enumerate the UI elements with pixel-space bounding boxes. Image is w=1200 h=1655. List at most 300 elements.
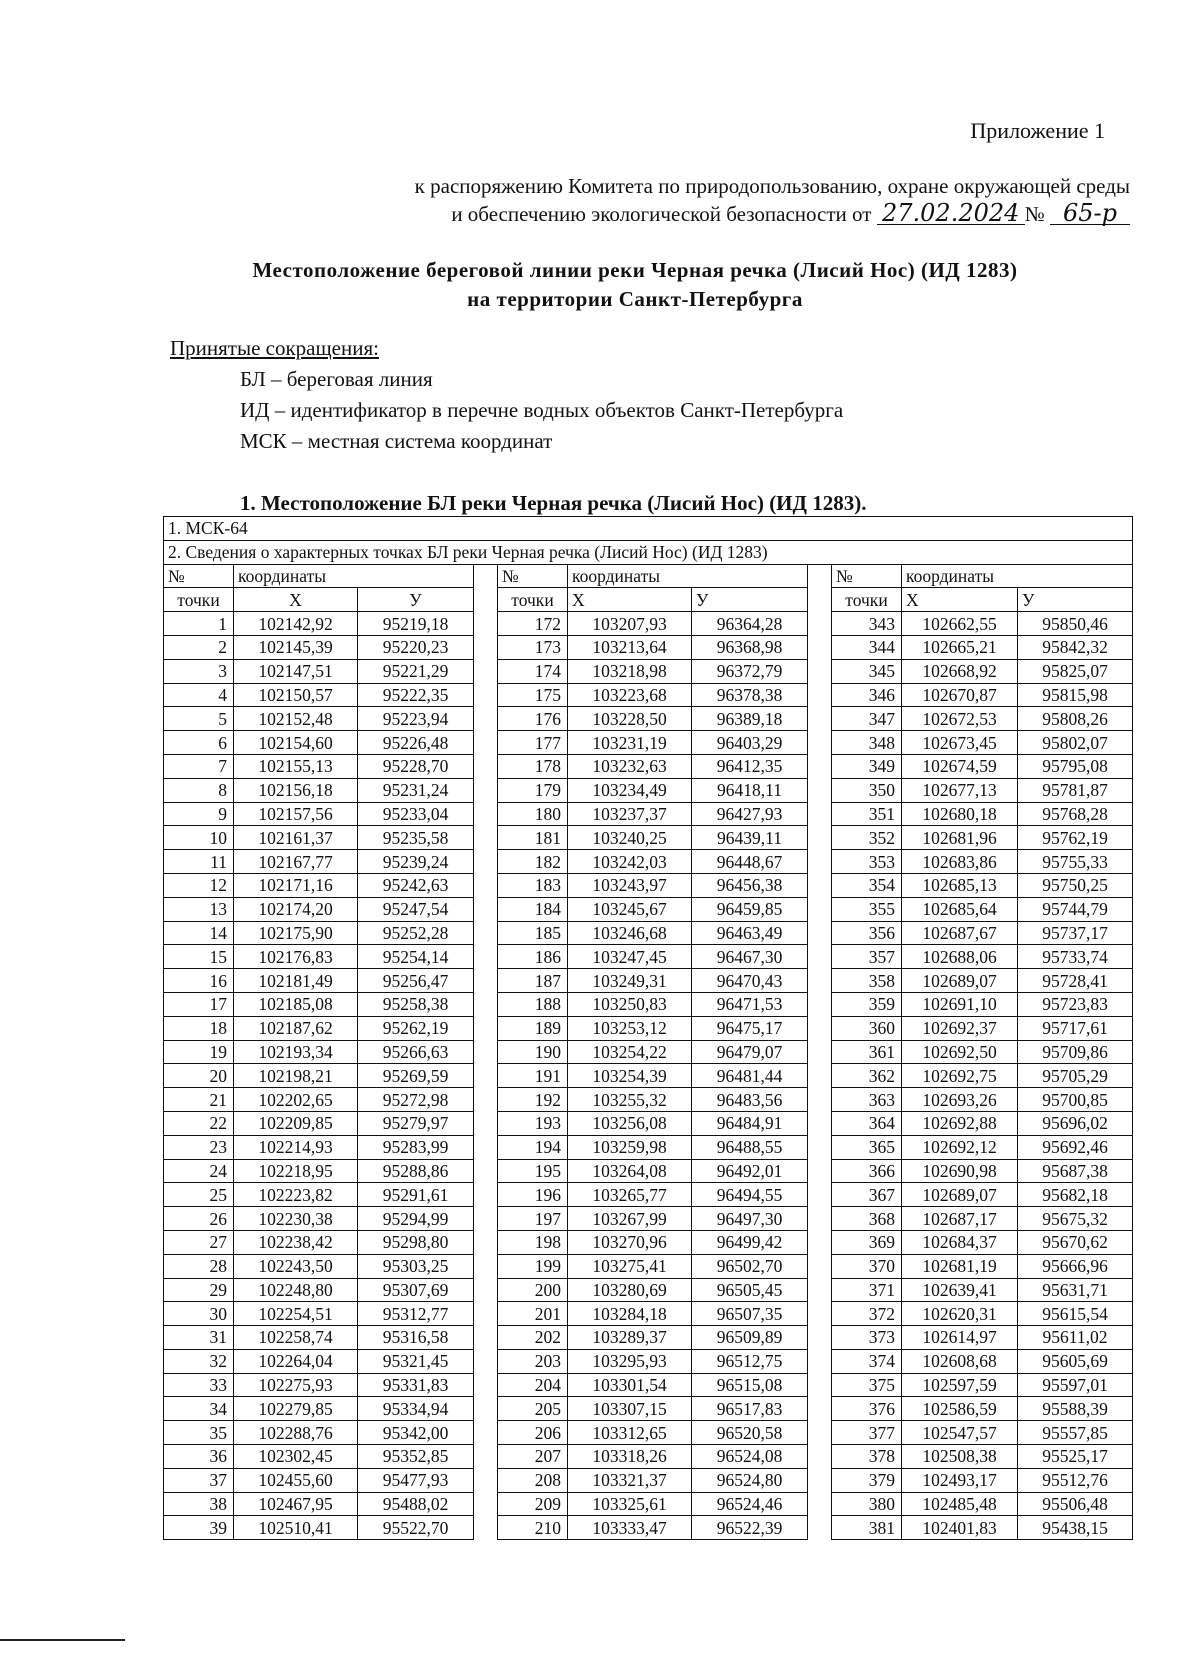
table-row xyxy=(164,1230,1133,1254)
y-coordinate-cell: 95744,79 xyxy=(1018,897,1133,921)
x-coordinate-cell: 102685,64 xyxy=(902,897,1018,921)
x-coordinate-cell: 102690,98 xyxy=(902,1159,1018,1183)
x-coordinate-cell: 103295,93 xyxy=(568,1349,692,1373)
column-gap xyxy=(808,1254,832,1278)
table-row xyxy=(164,1302,1133,1326)
point-number-cell: 8 xyxy=(164,778,234,802)
x-coordinate-cell: 102687,67 xyxy=(902,921,1018,945)
y-coordinate-cell: 95525,17 xyxy=(1018,1445,1133,1469)
point-number-cell: 24 xyxy=(164,1159,234,1183)
point-number-cell: 4 xyxy=(164,683,234,707)
point-number-cell: 373 xyxy=(832,1326,902,1350)
y-coordinate-cell: 96456,38 xyxy=(692,873,808,897)
x-coordinate-cell: 102510,41 xyxy=(234,1516,358,1540)
x-coordinate-cell: 103312,65 xyxy=(568,1421,692,1445)
point-number-cell: 186 xyxy=(498,945,568,969)
column-gap xyxy=(474,1230,498,1254)
coordinate-system: 1. МСК-64 xyxy=(164,517,1133,541)
x-coordinate-cell: 102181,49 xyxy=(234,969,358,993)
point-number-cell: 363 xyxy=(832,1088,902,1112)
column-gap xyxy=(808,1492,832,1516)
x-coordinate-cell: 103246,68 xyxy=(568,921,692,945)
point-number-cell: 31 xyxy=(164,1326,234,1350)
x-coordinate-cell: 102672,53 xyxy=(902,707,1018,731)
col-x-header: X xyxy=(902,588,1018,612)
y-coordinate-cell: 95334,94 xyxy=(358,1397,474,1421)
y-coordinate-cell: 95728,41 xyxy=(1018,969,1133,993)
y-coordinate-cell: 95750,25 xyxy=(1018,873,1133,897)
column-gap xyxy=(808,1516,832,1540)
x-coordinate-cell: 103255,32 xyxy=(568,1088,692,1112)
y-coordinate-cell: 95815,98 xyxy=(1018,683,1133,707)
y-coordinate-cell: 95692,46 xyxy=(1018,1135,1133,1159)
y-coordinate-cell: 96364,28 xyxy=(692,612,808,636)
column-gap xyxy=(474,1421,498,1445)
x-coordinate-cell: 102202,65 xyxy=(234,1088,358,1112)
point-number-cell: 374 xyxy=(832,1349,902,1373)
y-coordinate-cell: 96467,30 xyxy=(692,945,808,969)
y-coordinate-cell: 96459,85 xyxy=(692,897,808,921)
y-coordinate-cell: 95288,86 xyxy=(358,1159,474,1183)
y-coordinate-cell: 96509,89 xyxy=(692,1326,808,1350)
x-coordinate-cell: 102692,50 xyxy=(902,1040,1018,1064)
column-gap xyxy=(808,1397,832,1421)
y-coordinate-cell: 95235,58 xyxy=(358,826,474,850)
column-gap xyxy=(808,1040,832,1064)
x-coordinate-cell: 102547,57 xyxy=(902,1421,1018,1445)
x-coordinate-cell: 102150,57 xyxy=(234,683,358,707)
y-coordinate-cell: 96479,07 xyxy=(692,1040,808,1064)
y-coordinate-cell: 96505,45 xyxy=(692,1278,808,1302)
point-number-cell: 207 xyxy=(498,1445,568,1469)
x-coordinate-cell: 102677,13 xyxy=(902,778,1018,802)
y-coordinate-cell: 95522,70 xyxy=(358,1516,474,1540)
column-gap xyxy=(474,683,498,707)
point-number-cell: 351 xyxy=(832,802,902,826)
x-coordinate-cell: 103325,61 xyxy=(568,1492,692,1516)
column-gap xyxy=(808,1349,832,1373)
table-row xyxy=(164,873,1133,897)
column-gap xyxy=(474,731,498,755)
x-coordinate-cell: 102670,87 xyxy=(902,683,1018,707)
x-coordinate-cell: 102493,17 xyxy=(902,1468,1018,1492)
table-row xyxy=(164,1349,1133,1373)
y-coordinate-cell: 95723,83 xyxy=(1018,992,1133,1016)
table-row xyxy=(164,754,1133,778)
x-coordinate-cell: 103207,93 xyxy=(568,612,692,636)
column-gap xyxy=(474,945,498,969)
x-coordinate-cell: 102691,10 xyxy=(902,992,1018,1016)
col-y-header: У xyxy=(692,588,808,612)
column-gap xyxy=(474,992,498,1016)
order-number: 65-р xyxy=(1050,202,1130,225)
x-coordinate-cell: 102665,21 xyxy=(902,635,1018,659)
x-coordinate-cell: 102683,86 xyxy=(902,850,1018,874)
x-coordinate-cell: 102614,97 xyxy=(902,1326,1018,1350)
y-coordinate-cell: 96389,18 xyxy=(692,707,808,731)
point-number-cell: 359 xyxy=(832,992,902,1016)
y-coordinate-cell: 96439,11 xyxy=(692,826,808,850)
table-row xyxy=(164,969,1133,993)
column-gap xyxy=(808,731,832,755)
x-coordinate-cell: 103264,08 xyxy=(568,1159,692,1183)
document-title xyxy=(0,256,1200,314)
y-coordinate-cell: 96524,08 xyxy=(692,1445,808,1469)
point-number-cell: 204 xyxy=(498,1373,568,1397)
x-coordinate-cell: 102214,93 xyxy=(234,1135,358,1159)
point-number-cell: 366 xyxy=(832,1159,902,1183)
column-gap xyxy=(474,1088,498,1112)
column-gap xyxy=(474,1135,498,1159)
point-number-cell: 27 xyxy=(164,1230,234,1254)
y-coordinate-cell: 95512,76 xyxy=(1018,1468,1133,1492)
y-coordinate-cell: 95228,70 xyxy=(358,754,474,778)
x-coordinate-cell: 102171,16 xyxy=(234,873,358,897)
column-gap xyxy=(474,802,498,826)
table-row xyxy=(164,1159,1133,1183)
column-gap xyxy=(474,850,498,874)
preamble-line2 xyxy=(415,200,1130,228)
y-coordinate-cell: 95298,80 xyxy=(358,1230,474,1254)
x-coordinate-cell: 102673,45 xyxy=(902,731,1018,755)
x-coordinate-cell: 103245,67 xyxy=(568,897,692,921)
column-gap xyxy=(808,897,832,921)
column-gap xyxy=(474,1326,498,1350)
y-coordinate-cell: 96483,56 xyxy=(692,1088,808,1112)
point-number-cell: 350 xyxy=(832,778,902,802)
point-number-cell: 347 xyxy=(832,707,902,731)
y-coordinate-cell: 96507,35 xyxy=(692,1302,808,1326)
section-title: 1. Местоположение БЛ реки Черная речка (Лисий Нос) (ИД 1283). xyxy=(240,491,867,515)
x-coordinate-cell: 103318,26 xyxy=(568,1445,692,1469)
table-row xyxy=(164,1254,1133,1278)
point-number-cell: 174 xyxy=(498,659,568,683)
y-coordinate-cell: 95331,83 xyxy=(358,1373,474,1397)
column-gap xyxy=(474,873,498,897)
column-gap xyxy=(474,1207,498,1231)
table-row xyxy=(164,1040,1133,1064)
column-gap xyxy=(474,1111,498,1135)
point-number-cell: 10 xyxy=(164,826,234,850)
point-number-cell: 202 xyxy=(498,1326,568,1350)
column-gap xyxy=(474,1159,498,1183)
point-number-cell: 181 xyxy=(498,826,568,850)
x-coordinate-cell: 102692,12 xyxy=(902,1135,1018,1159)
point-number-cell: 203 xyxy=(498,1349,568,1373)
y-coordinate-cell: 96524,80 xyxy=(692,1468,808,1492)
y-coordinate-cell: 95221,29 xyxy=(358,659,474,683)
y-coordinate-cell: 96372,79 xyxy=(692,659,808,683)
x-coordinate-cell: 103284,18 xyxy=(568,1302,692,1326)
point-number-cell: 193 xyxy=(498,1111,568,1135)
point-number-cell: 39 xyxy=(164,1516,234,1540)
abbreviations-heading: Принятые сокращения: xyxy=(170,336,379,360)
point-number-cell: 358 xyxy=(832,969,902,993)
y-coordinate-cell: 95254,14 xyxy=(358,945,474,969)
table-row xyxy=(164,921,1133,945)
point-number-cell: 32 xyxy=(164,1349,234,1373)
column-gap xyxy=(474,1516,498,1540)
point-number-cell: 368 xyxy=(832,1207,902,1231)
point-number-cell: 375 xyxy=(832,1373,902,1397)
y-coordinate-cell: 96368,98 xyxy=(692,635,808,659)
number-sign: № xyxy=(1024,202,1045,226)
point-number-cell: 35 xyxy=(164,1421,234,1445)
y-coordinate-cell: 95258,38 xyxy=(358,992,474,1016)
x-coordinate-cell: 103289,37 xyxy=(568,1326,692,1350)
x-coordinate-cell: 103231,19 xyxy=(568,731,692,755)
point-number-cell: 176 xyxy=(498,707,568,731)
table-row xyxy=(164,1207,1133,1231)
point-number-cell: 1 xyxy=(164,612,234,636)
column-gap xyxy=(808,1064,832,1088)
column-gap xyxy=(808,1468,832,1492)
x-coordinate-cell: 102187,62 xyxy=(234,1016,358,1040)
x-coordinate-cell: 102223,82 xyxy=(234,1183,358,1207)
point-number-cell: 22 xyxy=(164,1111,234,1135)
x-coordinate-cell: 102681,19 xyxy=(902,1254,1018,1278)
column-gap xyxy=(474,1373,498,1397)
column-gap xyxy=(474,612,498,636)
point-number-cell: 365 xyxy=(832,1135,902,1159)
point-number-cell: 345 xyxy=(832,659,902,683)
point-number-cell: 196 xyxy=(498,1183,568,1207)
y-coordinate-cell: 96488,55 xyxy=(692,1135,808,1159)
point-number-cell: 179 xyxy=(498,778,568,802)
x-coordinate-cell: 103333,47 xyxy=(568,1516,692,1540)
y-coordinate-cell: 96522,39 xyxy=(692,1516,808,1540)
y-coordinate-cell: 96403,29 xyxy=(692,731,808,755)
y-coordinate-cell: 95231,24 xyxy=(358,778,474,802)
table-row xyxy=(164,897,1133,921)
point-number-cell: 346 xyxy=(832,683,902,707)
point-number-cell: 36 xyxy=(164,1445,234,1469)
y-coordinate-cell: 95850,46 xyxy=(1018,612,1133,636)
header-row-2 xyxy=(164,588,1133,612)
point-number-cell: 33 xyxy=(164,1373,234,1397)
y-coordinate-cell: 95687,38 xyxy=(1018,1159,1133,1183)
y-coordinate-cell: 95279,97 xyxy=(358,1111,474,1135)
y-coordinate-cell: 95272,98 xyxy=(358,1088,474,1112)
y-coordinate-cell: 95226,48 xyxy=(358,731,474,755)
y-coordinate-cell: 95220,23 xyxy=(358,635,474,659)
column-gap xyxy=(808,1016,832,1040)
x-coordinate-cell: 102161,37 xyxy=(234,826,358,850)
column-gap xyxy=(474,1278,498,1302)
point-number-cell: 3 xyxy=(164,659,234,683)
point-number-cell: 29 xyxy=(164,1278,234,1302)
column-gap xyxy=(808,754,832,778)
table-body xyxy=(164,612,1133,1540)
x-coordinate-cell: 102693,26 xyxy=(902,1088,1018,1112)
y-coordinate-cell: 95670,62 xyxy=(1018,1230,1133,1254)
x-coordinate-cell: 103223,68 xyxy=(568,683,692,707)
x-coordinate-cell: 103307,15 xyxy=(568,1397,692,1421)
y-coordinate-cell: 95247,54 xyxy=(358,897,474,921)
y-coordinate-cell: 96499,42 xyxy=(692,1230,808,1254)
x-coordinate-cell: 102681,96 xyxy=(902,826,1018,850)
x-coordinate-cell: 103213,64 xyxy=(568,635,692,659)
y-coordinate-cell: 95488,02 xyxy=(358,1492,474,1516)
table-row xyxy=(164,1183,1133,1207)
table-row xyxy=(164,707,1133,731)
x-coordinate-cell: 102248,80 xyxy=(234,1278,358,1302)
point-number-cell: 210 xyxy=(498,1516,568,1540)
table-row xyxy=(164,1516,1133,1540)
header-row-1 xyxy=(164,564,1133,588)
column-gap xyxy=(808,1373,832,1397)
x-coordinate-cell: 103254,39 xyxy=(568,1064,692,1088)
x-coordinate-cell: 103237,37 xyxy=(568,802,692,826)
point-number-cell: 187 xyxy=(498,969,568,993)
point-number-cell: 20 xyxy=(164,1064,234,1088)
table-row xyxy=(164,1016,1133,1040)
x-coordinate-cell: 102685,13 xyxy=(902,873,1018,897)
column-gap xyxy=(808,1278,832,1302)
y-coordinate-cell: 95477,93 xyxy=(358,1468,474,1492)
preamble-line2-text: и обеспечению экологической безопасности от xyxy=(451,202,872,226)
column-gap xyxy=(808,969,832,993)
point-number-cell: 184 xyxy=(498,897,568,921)
col-points-header: точки xyxy=(164,588,234,612)
y-coordinate-cell: 95597,01 xyxy=(1018,1373,1133,1397)
y-coordinate-cell: 95709,86 xyxy=(1018,1040,1133,1064)
x-coordinate-cell: 102688,06 xyxy=(902,945,1018,969)
x-coordinate-cell: 103243,97 xyxy=(568,873,692,897)
point-number-cell: 188 xyxy=(498,992,568,1016)
point-number-cell: 23 xyxy=(164,1135,234,1159)
x-coordinate-cell: 102508,38 xyxy=(902,1445,1018,1469)
point-number-cell: 16 xyxy=(164,969,234,993)
y-coordinate-cell: 95291,61 xyxy=(358,1183,474,1207)
y-coordinate-cell: 96515,08 xyxy=(692,1373,808,1397)
point-number-cell: 380 xyxy=(832,1492,902,1516)
y-coordinate-cell: 95307,69 xyxy=(358,1278,474,1302)
col-y-header: У xyxy=(358,588,474,612)
x-coordinate-cell: 102467,95 xyxy=(234,1492,358,1516)
point-number-cell: 349 xyxy=(832,754,902,778)
point-number-cell: 195 xyxy=(498,1159,568,1183)
x-coordinate-cell: 102142,92 xyxy=(234,612,358,636)
column-gap xyxy=(474,707,498,731)
x-coordinate-cell: 102198,21 xyxy=(234,1064,358,1088)
point-number-cell: 355 xyxy=(832,897,902,921)
x-coordinate-cell: 103321,37 xyxy=(568,1468,692,1492)
y-coordinate-cell: 95303,25 xyxy=(358,1254,474,1278)
point-number-cell: 361 xyxy=(832,1040,902,1064)
table-caption: 2. Сведения о характерных точках БЛ реки Черная речка (Лисий Нос) (ИД 1283) xyxy=(164,540,1133,564)
point-number-cell: 189 xyxy=(498,1016,568,1040)
y-coordinate-cell: 96481,44 xyxy=(692,1064,808,1088)
x-coordinate-cell: 102275,93 xyxy=(234,1373,358,1397)
x-coordinate-cell: 103253,12 xyxy=(568,1016,692,1040)
point-number-cell: 21 xyxy=(164,1088,234,1112)
column-gap xyxy=(474,1254,498,1278)
table-row xyxy=(164,683,1133,707)
point-number-cell: 343 xyxy=(832,612,902,636)
x-coordinate-cell: 103228,50 xyxy=(568,707,692,731)
x-coordinate-cell: 102185,08 xyxy=(234,992,358,1016)
x-coordinate-cell: 102193,34 xyxy=(234,1040,358,1064)
table-row xyxy=(164,659,1133,683)
x-coordinate-cell: 102258,74 xyxy=(234,1326,358,1350)
column-gap xyxy=(808,1135,832,1159)
x-coordinate-cell: 103249,31 xyxy=(568,969,692,993)
point-number-cell: 190 xyxy=(498,1040,568,1064)
table-row xyxy=(164,1135,1133,1159)
point-number-cell: 5 xyxy=(164,707,234,731)
x-coordinate-cell: 102608,68 xyxy=(902,1349,1018,1373)
y-coordinate-cell: 96517,83 xyxy=(692,1397,808,1421)
x-coordinate-cell: 102692,75 xyxy=(902,1064,1018,1088)
table-row xyxy=(164,850,1133,874)
column-gap xyxy=(474,1492,498,1516)
x-coordinate-cell: 102639,41 xyxy=(902,1278,1018,1302)
table-row xyxy=(164,1421,1133,1445)
x-coordinate-cell: 102154,60 xyxy=(234,731,358,755)
x-coordinate-cell: 102668,92 xyxy=(902,659,1018,683)
x-coordinate-cell: 102176,83 xyxy=(234,945,358,969)
table-row xyxy=(164,826,1133,850)
table-row xyxy=(164,1326,1133,1350)
point-number-cell: 199 xyxy=(498,1254,568,1278)
point-number-cell: 178 xyxy=(498,754,568,778)
point-number-cell: 377 xyxy=(832,1421,902,1445)
point-number-cell: 360 xyxy=(832,1016,902,1040)
y-coordinate-cell: 95588,39 xyxy=(1018,1397,1133,1421)
point-number-cell: 357 xyxy=(832,945,902,969)
point-number-cell: 367 xyxy=(832,1183,902,1207)
y-coordinate-cell: 95737,17 xyxy=(1018,921,1133,945)
x-coordinate-cell: 102264,04 xyxy=(234,1349,358,1373)
point-number-cell: 14 xyxy=(164,921,234,945)
y-coordinate-cell: 95755,33 xyxy=(1018,850,1133,874)
point-number-cell: 177 xyxy=(498,731,568,755)
point-number-cell: 194 xyxy=(498,1135,568,1159)
column-gap xyxy=(808,873,832,897)
x-coordinate-cell: 102586,59 xyxy=(902,1397,1018,1421)
y-coordinate-cell: 95233,04 xyxy=(358,802,474,826)
y-coordinate-cell: 96492,01 xyxy=(692,1159,808,1183)
y-coordinate-cell: 95762,19 xyxy=(1018,826,1133,850)
y-coordinate-cell: 95666,96 xyxy=(1018,1254,1133,1278)
point-number-cell: 205 xyxy=(498,1397,568,1421)
x-coordinate-cell: 102145,39 xyxy=(234,635,358,659)
x-coordinate-cell: 102684,37 xyxy=(902,1230,1018,1254)
x-coordinate-cell: 102689,07 xyxy=(902,969,1018,993)
column-gap xyxy=(808,1326,832,1350)
x-coordinate-cell: 103254,22 xyxy=(568,1040,692,1064)
y-coordinate-cell: 96471,53 xyxy=(692,992,808,1016)
x-coordinate-cell: 103218,98 xyxy=(568,659,692,683)
y-coordinate-cell: 96494,55 xyxy=(692,1183,808,1207)
x-coordinate-cell: 102157,56 xyxy=(234,802,358,826)
point-number-cell: 25 xyxy=(164,1183,234,1207)
y-coordinate-cell: 95781,87 xyxy=(1018,778,1133,802)
y-coordinate-cell: 95705,29 xyxy=(1018,1064,1133,1088)
point-number-cell: 2 xyxy=(164,635,234,659)
col-coords-header: координаты xyxy=(568,564,808,588)
y-coordinate-cell: 95219,18 xyxy=(358,612,474,636)
x-coordinate-cell: 102167,77 xyxy=(234,850,358,874)
y-coordinate-cell: 95352,85 xyxy=(358,1445,474,1469)
column-gap xyxy=(808,612,832,636)
title-line2: на территории Санкт-Петербурга xyxy=(467,287,803,311)
x-coordinate-cell: 103270,96 xyxy=(568,1230,692,1254)
table-row xyxy=(164,1397,1133,1421)
point-number-cell: 372 xyxy=(832,1302,902,1326)
abbreviation-item: МСК – местная система координат xyxy=(240,429,553,453)
